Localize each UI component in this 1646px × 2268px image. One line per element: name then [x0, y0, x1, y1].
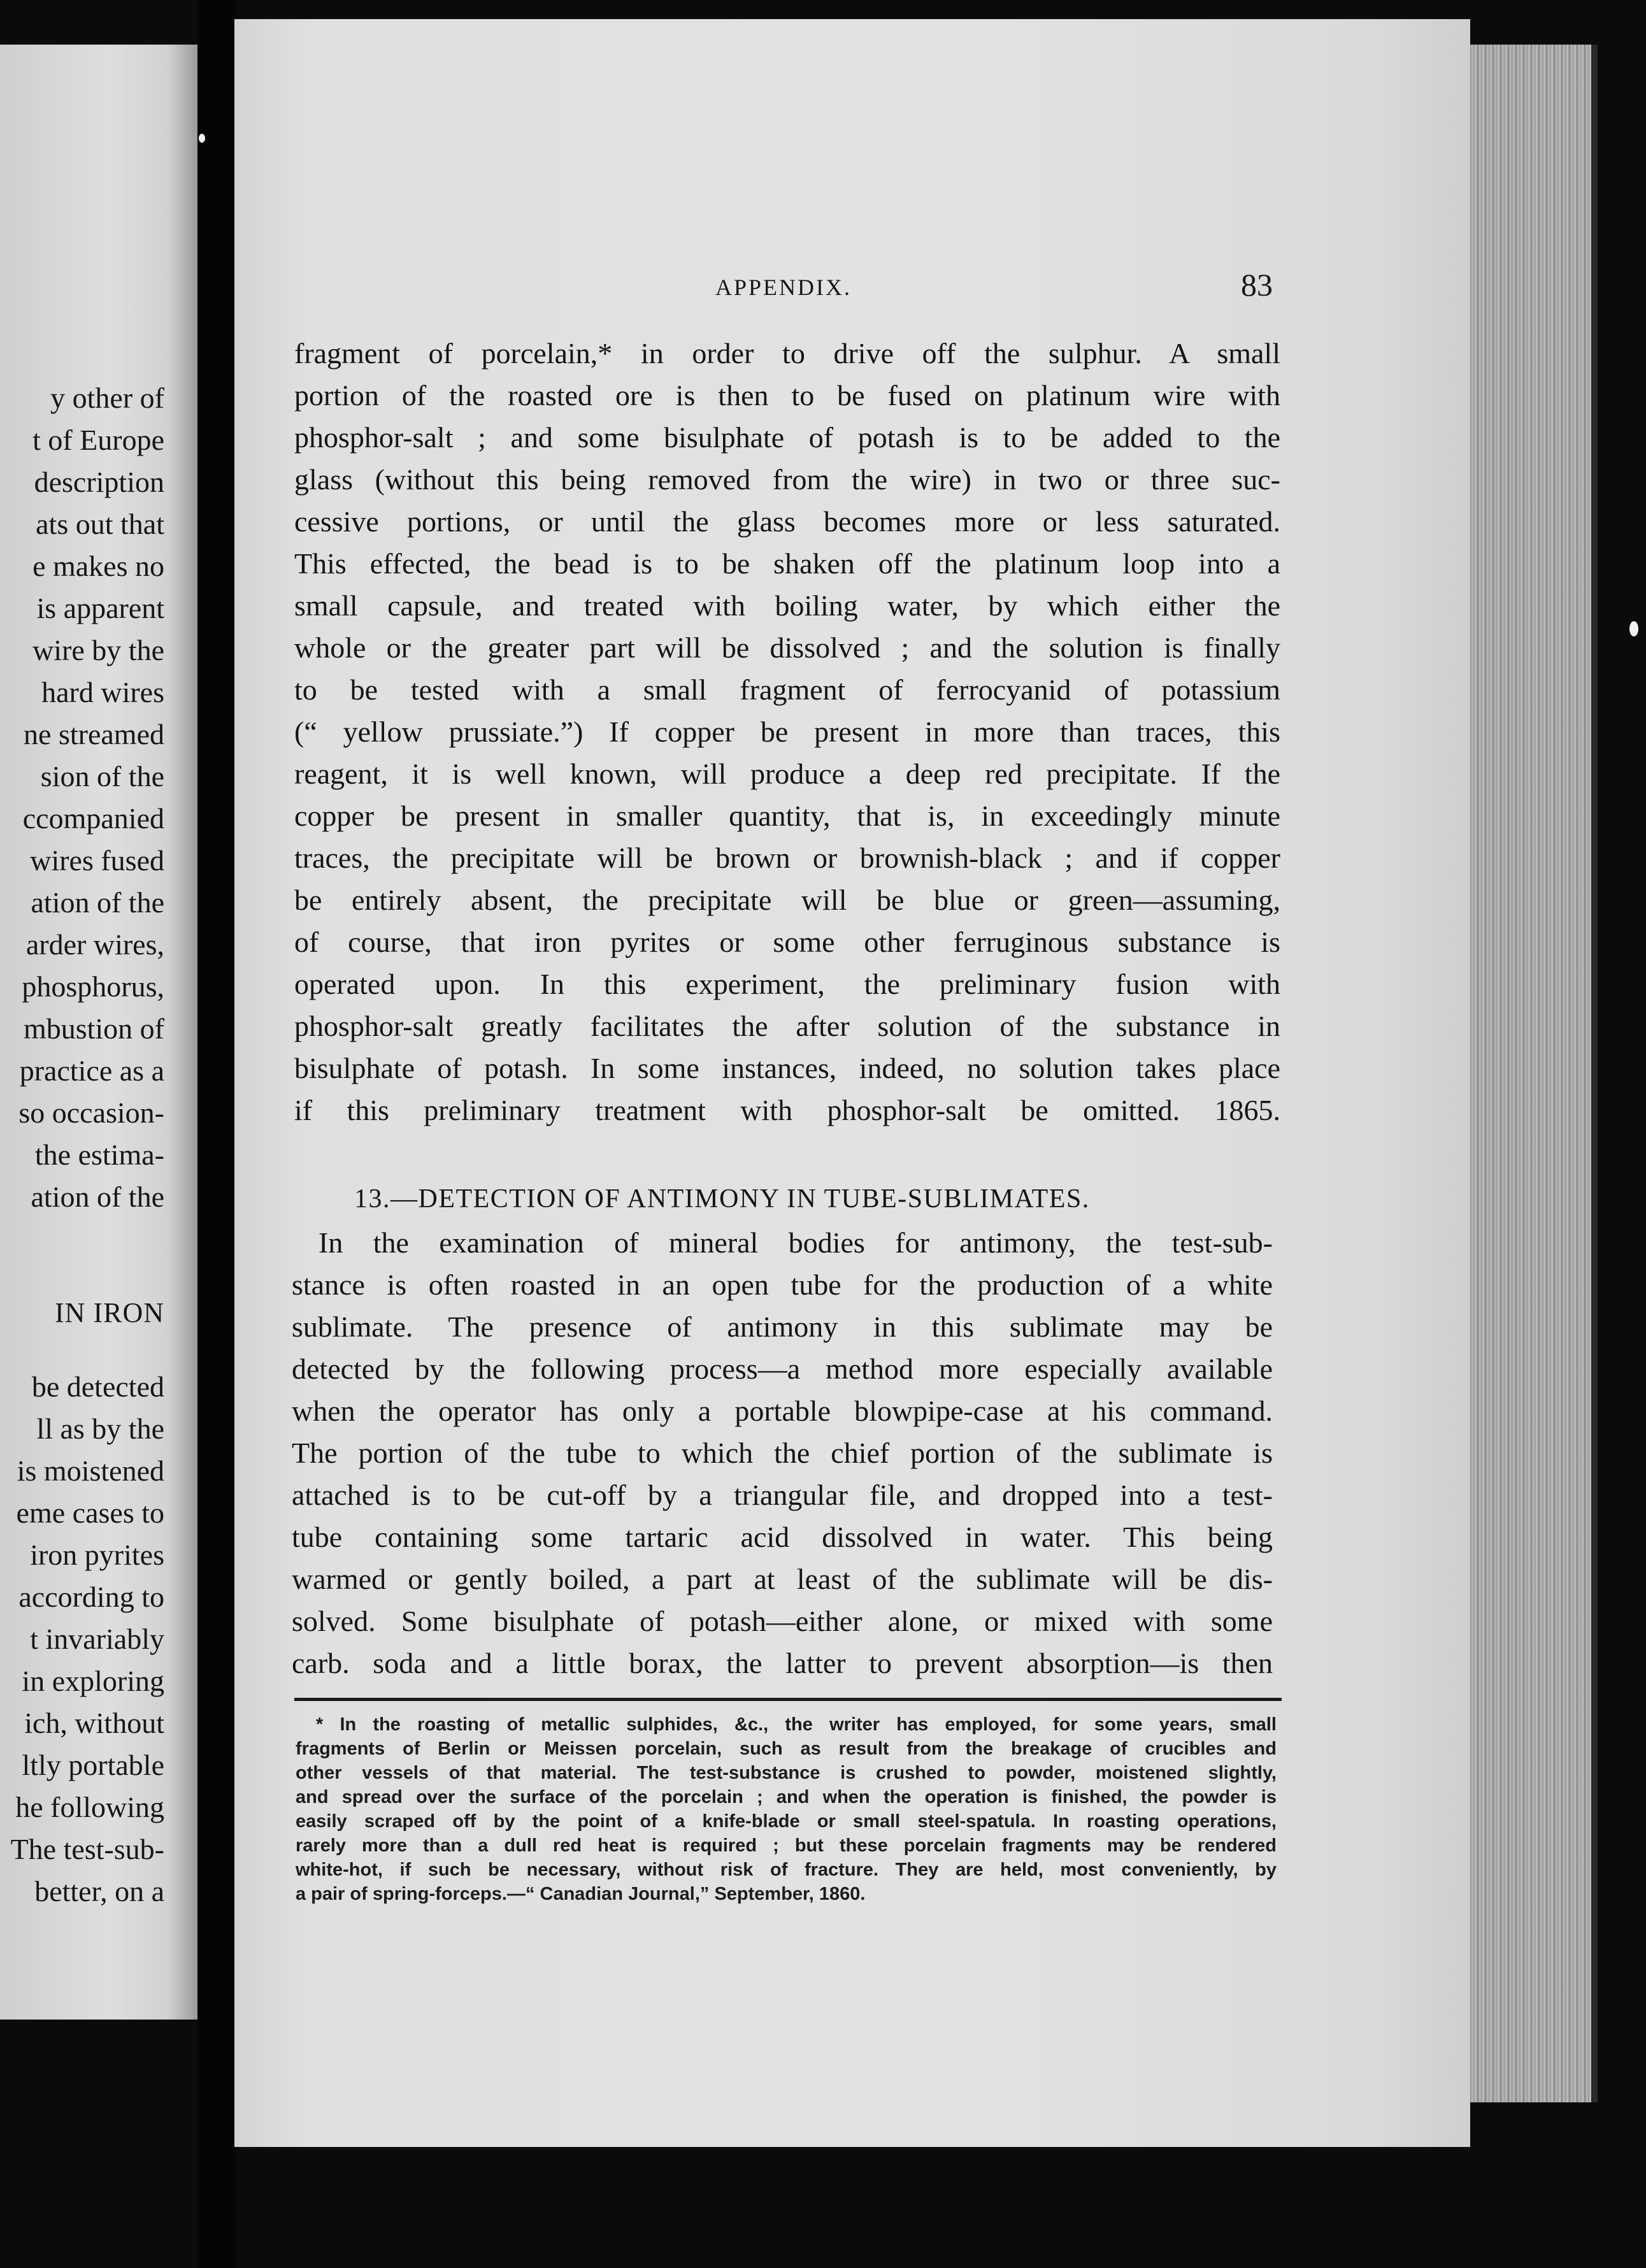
text-line: phosphor-salt greatly facilitates the after solution of the substance in: [294, 1010, 1280, 1042]
text-line: traces, the precipitate will be brown or brownish-black ; and if copper: [294, 842, 1280, 874]
left-section-heading: IN IRON: [55, 1297, 164, 1328]
text-line: glass (without this being removed from the wire) in two or three suc-: [294, 463, 1280, 496]
text-line: copper be present in smaller quantity, that is, in exceedingly minute: [294, 800, 1280, 832]
left-page-text: [0, 377, 164, 1913]
left-line: ation of the: [31, 886, 164, 919]
page-edges: [1470, 45, 1591, 2102]
left-line: in exploring: [22, 1665, 164, 1697]
scan-speck: [1629, 621, 1638, 636]
text-line: carb. soda and a little borax, the latter to prevent absorption—is then: [292, 1647, 1273, 1679]
left-line: y other of: [50, 382, 164, 414]
left-line: the estima-: [34, 1138, 164, 1171]
footnote-line: other vessels of that material. The test-substance is crushed to powder, moistened slightly,: [296, 1763, 1277, 1783]
footnote-line: * In the roasting of metallic sulphides, &c., the writer has employed, for some years, small: [316, 1714, 1277, 1735]
text-line: phosphor-salt ; and some bisulphate of potash is to be added to the: [294, 421, 1280, 454]
text-line: be entirely absent, the precipitate will be blue or green—assuming,: [294, 884, 1280, 916]
left-line: is apparent: [36, 592, 164, 624]
left-line: arder wires,: [25, 928, 164, 961]
left-line: t of Europe: [32, 424, 164, 456]
left-line: iron pyrites: [30, 1539, 164, 1571]
text-line: warmed or gently boiled, a part at least of the sublimate will be dis-: [292, 1563, 1273, 1595]
text-line: cessive portions, or until the glass becomes more or less saturated.: [294, 505, 1280, 538]
binding-gutter: [197, 0, 236, 2268]
footnote-line: and spread over the surface of the porcelain ; and when the operation is finished, the powder is: [296, 1787, 1277, 1807]
left-line: phosphorus,: [22, 970, 164, 1003]
left-line: is moistened: [17, 1454, 164, 1487]
left-facing-page: [0, 45, 197, 2020]
left-line: according to: [18, 1581, 164, 1613]
text-line: portion of the roasted ore is then to be fused on platinum wire with: [294, 379, 1280, 412]
page-number: 83: [1241, 267, 1273, 303]
left-line: wires fused: [30, 844, 164, 877]
left-line: mbustion of: [23, 1012, 164, 1045]
text-line: This effected, the bead is to be shaken off the platinum loop into a: [294, 547, 1280, 580]
footnote-line: fragments of Berlin or Meissen porcelain, such as result from the breakage of crucibles and: [296, 1739, 1277, 1759]
text-line: to be tested with a small fragment of ferrocyanid of potassium: [294, 673, 1280, 706]
left-line: ich, without: [24, 1707, 164, 1739]
section-heading: 13.—DETECTION OF ANTIMONY IN TUBE-SUBLIMATES.: [354, 1184, 1090, 1214]
left-line: eme cases to: [16, 1496, 164, 1529]
text-line: attached is to be cut-off by a triangular file, and dropped into a test-: [292, 1479, 1273, 1511]
left-line: better, on a: [34, 1875, 164, 1907]
text-line: operated upon. In this experiment, the preliminary fusion with: [294, 968, 1280, 1000]
left-line: ne streamed: [24, 718, 164, 750]
text-line: tube containing some tartaric acid dissolved in water. This being: [292, 1521, 1273, 1553]
text-line: (“ yellow prussiate.”) If copper be present in more than traces, this: [294, 715, 1280, 748]
left-line: wire by the: [32, 634, 164, 666]
left-line: t invariably: [30, 1623, 164, 1655]
text-line: of course, that iron pyrites or some other ferruginous substance is: [294, 926, 1280, 958]
text-line: small capsule, and treated with boiling water, by which either the: [294, 589, 1280, 622]
text-line: reagent, it is well known, will produce a deep red precipitate. If the: [294, 757, 1280, 790]
footnote-line: rarely more than a dull red heat is required ; but these porcelain fragments may be rendered: [296, 1835, 1277, 1856]
left-line: e makes no: [32, 550, 164, 582]
left-line: practice as a: [19, 1054, 164, 1087]
footnote: [296, 1712, 1277, 1906]
paragraph-2: [292, 1222, 1273, 1684]
left-line: hard wires: [41, 676, 164, 708]
text-line: when the operator has only a portable blowpipe-case at his command.: [292, 1395, 1273, 1427]
text-line: solved. Some bisulphate of potash—either alone, or mixed with some: [292, 1605, 1273, 1637]
left-line: ccompanied: [22, 802, 164, 835]
paragraph-1: [294, 333, 1280, 1131]
text-line: fragment of porcelain,* in order to drive off the sulphur. A small: [294, 337, 1280, 370]
left-line: ats out that: [36, 508, 164, 540]
left-line: The test-sub-: [10, 1833, 164, 1865]
running-head: APPENDIX.: [715, 275, 852, 300]
text-line: The portion of the tube to which the chief portion of the sublimate is: [292, 1437, 1273, 1469]
footnote-line: a pair of spring-forceps.—“ Canadian Journal,” September, 1860.: [296, 1884, 866, 1904]
footnote-rule: [294, 1698, 1282, 1701]
left-line: sion of the: [40, 760, 164, 793]
footnote-line: white-hot, if such be necessary, without risk of fracture. They are held, most conveniently, by: [296, 1860, 1277, 1880]
text-line: In the examination of mineral bodies for antimony, the test-sub-: [318, 1226, 1273, 1259]
left-line: so occasion-: [18, 1096, 164, 1129]
text-line: if this preliminary treatment with phosphor-salt be omitted. 1865.: [294, 1094, 1280, 1126]
left-line: ation of the: [31, 1181, 164, 1213]
left-line: ll as by the: [36, 1412, 164, 1445]
text-line: sublimate. The presence of antimony in this sublimate may be: [292, 1310, 1273, 1343]
text-line: bisulphate of potash. In some instances, indeed, no solution takes place: [294, 1052, 1280, 1084]
left-line: description: [34, 466, 164, 498]
left-line: be detected: [31, 1370, 164, 1403]
scan-speck: [199, 134, 205, 143]
left-line: ltly portable: [22, 1749, 164, 1781]
text-line: whole or the greater part will be dissolved ; and the solution is finally: [294, 631, 1280, 664]
footnote-line: easily scraped off by the point of a knife-blade or small steel-spatula. In roasting operations,: [296, 1811, 1277, 1832]
text-line: stance is often roasted in an open tube for the production of a white: [292, 1268, 1273, 1301]
left-line: he following: [15, 1791, 164, 1823]
text-line: detected by the following process—a method more especially available: [292, 1353, 1273, 1385]
